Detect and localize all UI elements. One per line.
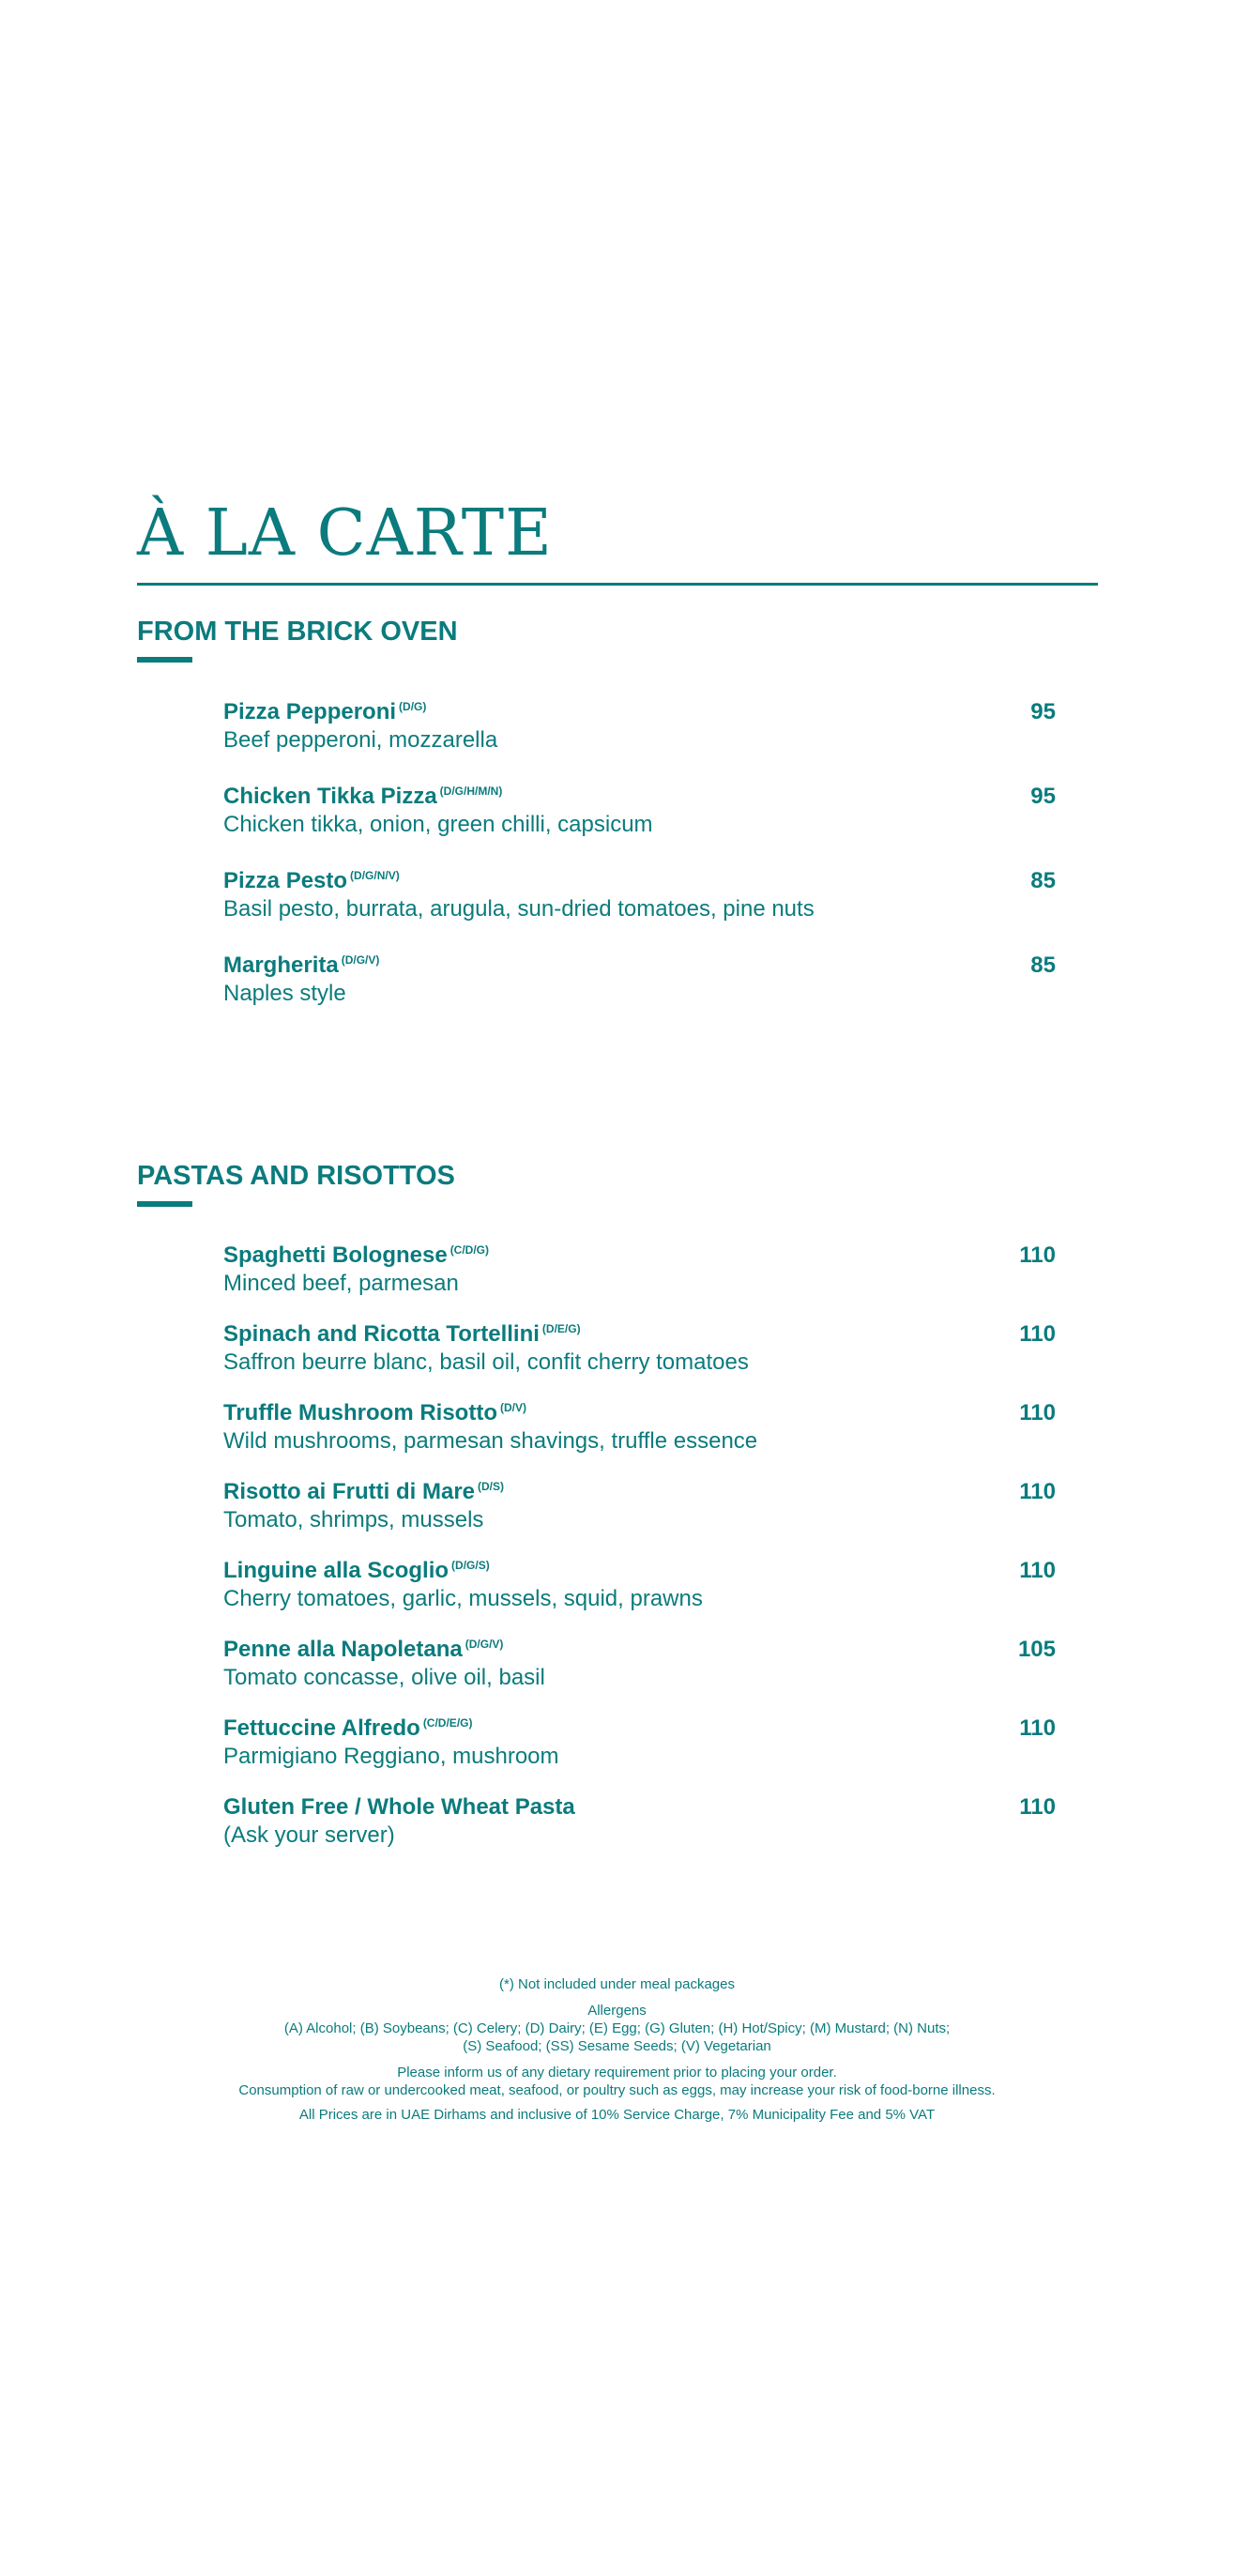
menu-item — [223, 1557, 1056, 1636]
item-price: 110 — [1019, 1321, 1056, 1347]
item-price: 95 — [1030, 699, 1056, 724]
menu-item — [223, 1636, 1056, 1715]
page-title: À LA CARTE — [137, 496, 553, 571]
menu-item — [223, 1242, 1056, 1320]
item-description: Chicken tikka, onion, green chilli, capsicum — [223, 812, 653, 837]
item-description: Minced beef, parmesan — [223, 1271, 459, 1296]
item-name — [223, 1557, 490, 1585]
item-name — [223, 1478, 504, 1506]
item-name — [223, 698, 426, 726]
brick-oven-menu-list — [223, 698, 1056, 1036]
item-price: 95 — [1030, 784, 1056, 809]
food-safety-note: Consumption of raw or undercooked meat, seafood, or poultry such as eggs, may increase your risk of food-borne illness. — [238, 2082, 996, 2098]
menu-item — [223, 1320, 1056, 1399]
meal-package-note: (*) Not included under meal packages — [499, 1976, 735, 1992]
item-name-text: Fettuccine Alfredo — [223, 1715, 420, 1741]
allergen-tags: (D/G/N/V) — [350, 869, 400, 882]
item-name — [223, 1636, 503, 1664]
item-description: Tomato concasse, olive oil, basil — [223, 1665, 545, 1690]
item-name — [223, 1793, 578, 1821]
allergen-tags: (D/G/V) — [341, 953, 380, 967]
item-price: 110 — [1019, 1242, 1056, 1268]
item-name — [223, 1715, 472, 1743]
allergen-tags: (D/V) — [499, 1401, 526, 1414]
menu-footer — [0, 1975, 1234, 2124]
item-name-text: Pizza Pepperoni — [223, 699, 397, 724]
price-note: All Prices are in UAE Dirhams and inclusive of 10% Service Charge, 7% Municipality Fee and 5% VAT — [298, 2107, 936, 2123]
item-description: Basil pesto, burrata, arugula, sun-dried tomatoes, pine nuts — [223, 896, 815, 922]
item-price: 110 — [1019, 1715, 1056, 1741]
allergen-tags: (D/S) — [478, 1480, 505, 1493]
item-price: 110 — [1019, 1479, 1056, 1504]
item-name-text: Risotto ai Frutti di Mare — [223, 1479, 476, 1504]
section-underline — [137, 1201, 192, 1207]
item-price: 110 — [1019, 1400, 1056, 1425]
item-name-text: Penne alla Napoletana — [223, 1637, 463, 1662]
item-description: Tomato, shrimps, mussels — [223, 1507, 484, 1532]
item-description: Cherry tomatoes, garlic, mussels, squid, prawns — [223, 1586, 703, 1611]
item-name-text: Gluten Free / Whole Wheat Pasta — [223, 1794, 575, 1820]
item-name-text: Pizza Pesto — [223, 868, 348, 893]
item-description: Naples style — [223, 981, 346, 1006]
item-description: (Ask your server) — [223, 1822, 395, 1848]
item-description: Parmigiano Reggiano, mushroom — [223, 1744, 559, 1769]
section-underline — [137, 657, 192, 663]
allergen-tags: (C/D/E/G) — [422, 1716, 473, 1730]
allergen-tags: (D/G/V) — [465, 1638, 504, 1651]
section-heading-pastas-risottos: PASTAS AND RISOTTOS — [137, 1161, 455, 1191]
allergen-tags: (D/G/H/M/N) — [439, 785, 503, 798]
item-name-text: Margherita — [223, 953, 339, 978]
item-name — [223, 783, 502, 811]
item-description: Saffron beurre blanc, basil oil, confit cherry tomatoes — [223, 1349, 749, 1375]
menu-item — [223, 867, 1056, 952]
dietary-note: Please inform us of any dietary requirement prior to placing your order. — [397, 2065, 837, 2081]
item-name — [223, 1242, 489, 1270]
item-name — [223, 867, 400, 895]
allergen-tags: (D/G/S) — [451, 1559, 490, 1572]
title-divider — [137, 583, 1098, 586]
item-name — [223, 1399, 526, 1427]
pastas-menu-list — [223, 1242, 1056, 1872]
item-price: 110 — [1019, 1794, 1056, 1820]
item-price: 85 — [1030, 868, 1056, 893]
item-name-text: Linguine alla Scoglio — [223, 1558, 449, 1583]
item-price: 85 — [1030, 953, 1056, 978]
item-name-text: Truffle Mushroom Risotto — [223, 1400, 497, 1425]
item-name — [223, 1320, 581, 1349]
allergens-legend-line: (S) Seafood; (SS) Sesame Seeds; (V) Vegetarian — [463, 2038, 771, 2054]
menu-item — [223, 698, 1056, 783]
item-description: Wild mushrooms, parmesan shavings, truffle essence — [223, 1428, 758, 1454]
menu-item — [223, 1399, 1056, 1478]
item-price: 105 — [1017, 1637, 1056, 1662]
item-description: Beef pepperoni, mozzarella — [223, 727, 498, 753]
item-price: 110 — [1019, 1558, 1056, 1583]
menu-item — [223, 952, 1056, 1036]
item-name-text: Spinach and Ricotta Tortellini — [223, 1321, 540, 1347]
allergen-tags: (C/D/G) — [449, 1243, 490, 1257]
allergen-tags: (D/E/G) — [541, 1322, 581, 1335]
allergen-tags: (D/G) — [399, 700, 427, 713]
section-heading-brick-oven: FROM THE BRICK OVEN — [137, 617, 458, 647]
menu-item — [223, 1715, 1056, 1793]
allergens-legend-line: (A) Alcohol; (B) Soybeans; (C) Celery; (D) Dairy; (E) Egg; (G) Gluten; (H) Hot/Spicy; (M) Mustard; (N) Nuts; — [283, 2020, 951, 2036]
item-name-text: Chicken Tikka Pizza — [223, 784, 437, 809]
item-name — [223, 952, 379, 980]
menu-item — [223, 1478, 1056, 1557]
menu-item — [223, 1793, 1056, 1872]
allergens-title: Allergens — [587, 2003, 647, 2019]
menu-item — [223, 783, 1056, 867]
item-name-text: Spaghetti Bolognese — [223, 1242, 448, 1268]
